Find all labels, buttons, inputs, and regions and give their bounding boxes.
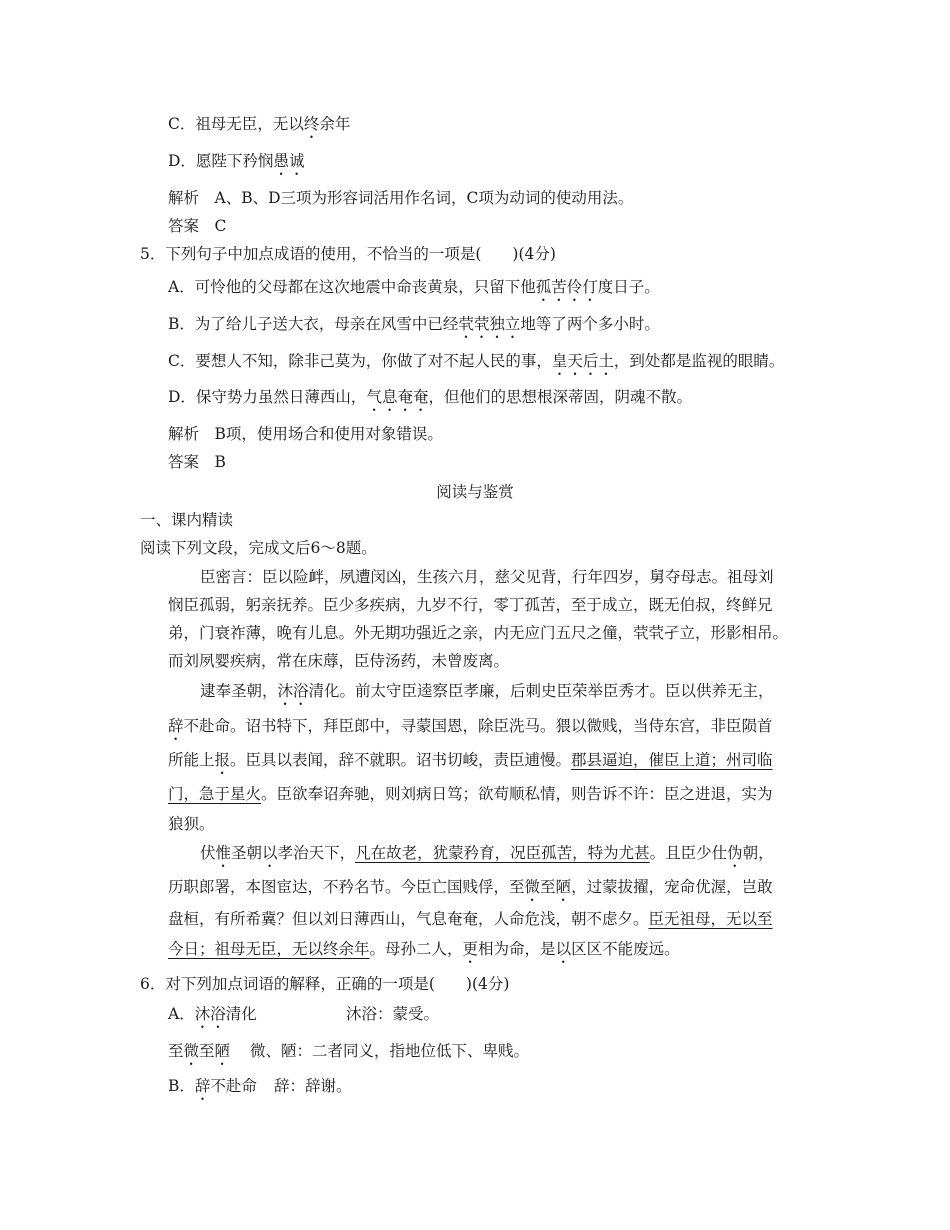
q6-option-a: A．沐浴清化 [168,1005,257,1023]
instruction: 阅读下列文段，完成文后6～8题。 [140,539,377,557]
passage-p1-line3: 弟，门衰祚薄，晚有儿息。外无期功强近之亲，内无应门五尺之僮，茕茕孑立，形影相吊。 [168,624,789,642]
passage-p2-line2: 辞不赴命。诏书特下，拜臣郎中，寻蒙国恩，除臣洗马。猥以微贱，当侍东宫，非臣陨首 [168,717,773,735]
q6-option-b-gloss: 辞：辞谢。 [274,1077,352,1095]
q6-option-a2-gloss: 微、陋：二者同义，指地位低下、卑贱。 [250,1042,530,1060]
q6-stem: 6．对下列加点词语的解释，正确的一项是( )(4分) [140,975,510,993]
q5-analysis: 解析 B项，使用场合和使用对象错误。 [168,425,443,443]
q4-option-c: C．祖母无臣，无以终余年 [168,115,351,133]
q4-analysis: 解析 A、B、D三项为形容词活用作名词，C项为动词的使动用法。 [168,189,634,207]
q5-option-b: B．为了给儿子送大衣，母亲在风雪中已经茕茕独立地等了两个多小时。 [168,315,660,333]
passage-p2-line4: 门，急于星火。臣欲奉诏奔驰，则刘病日笃；欲苟顺私情，则告诉不许：臣之进退，实为 [168,785,773,803]
section-title: 阅读与鉴赏 [436,483,514,501]
q6-option-a-gloss: 沐浴：蒙受。 [346,1005,440,1023]
passage-p3-line1: 伏惟圣朝以孝治天下，凡在故老，犹蒙矜育，况臣孤苦，特为尤甚。且臣少仕伪朝， [200,844,774,862]
part-heading: 一、课内精读 [140,511,234,529]
passage-p1-line1: 臣密言：臣以险衅，夙遭闵凶，生孩六月，慈父见背，行年四岁，舅夺母志。祖母刘 [200,568,774,586]
passage-p3-line2: 历职郎署，本图宦达，不矜名节。今臣亡国贱俘，至微至陋，过蒙拔擢，宠命优渥，岂敢 [168,878,773,896]
q5-option-d: D．保守势力虽然日薄西山，气息奄奄，但他们的思想根深蒂固，阴魂不散。 [168,388,692,406]
passage-p2-line5: 狼狈。 [168,815,215,833]
passage-p1-line2: 悯臣孤弱，躬亲抚养。臣少多疾病，九岁不行，零丁孤苦，至于成立，既无伯叔，终鲜兄 [168,596,773,614]
q4-answer: 答案 C [168,217,227,235]
passage-p3-line4: 今日；祖母无臣，无以终余年。母孙二人，更相为命，是以区区不能废远。 [168,940,680,958]
q5-stem: 5．下列句子中加点成语的使用，不恰当的一项是( )(4分) [140,245,556,263]
q5-option-a: A．可怜他的父母都在这次地震中命丧黄泉，只留下他孤苦伶仃度日子。 [168,278,660,296]
passage-p2-line3: 所能上报。臣具以表闻，辞不就职。诏书切峻，责臣逋慢。郡县逼迫，催臣上道；州司临 [168,751,773,769]
q4-option-d: D．愿陛下矜悯愚诚 [168,152,305,170]
q5-option-c: C．要想人不知，除非己莫为，你做了对不起人民的事，皇天后土，到处都是监视的眼睛。 [168,352,785,370]
passage-p1-line4: 而刘夙婴疾病，常在床蓐，臣侍汤药，未曾废离。 [168,652,510,670]
q6-option-a2: 至微至陋 [168,1042,231,1060]
q6-option-b: B．辞不赴命 [168,1077,257,1095]
q5-answer: 答案 B [168,453,226,471]
passage-p3-line3: 盘桓，有所希冀？但以刘日薄西山，气息奄奄，人命危浅，朝不虑夕。臣无祖母，无以至 [168,910,773,928]
passage-p2-line1: 逮奉圣朝，沐浴清化。前太守臣逵察臣孝廉，后刺史臣荣举臣秀才。臣以供养无主， [200,682,774,700]
